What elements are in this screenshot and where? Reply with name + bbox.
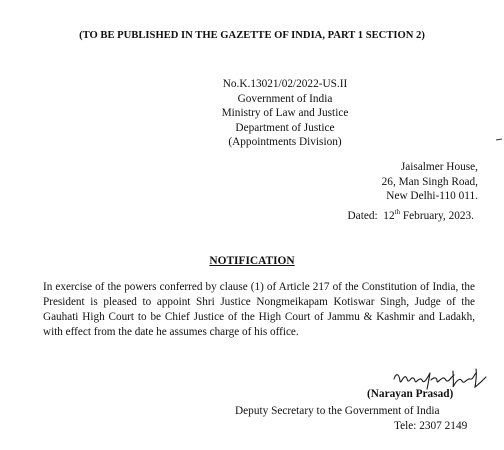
address-line-3: New Delhi-110 011. <box>386 190 478 202</box>
margin-mark-icon <box>494 135 504 145</box>
notification-title <box>0 255 504 267</box>
notification-title-text: NOTIFICATION <box>209 255 295 267</box>
gazette-heading: (TO BE PUBLISHED IN THE GAZETTE OF INDIA, PART 1 SECTION 2) <box>79 30 425 41</box>
dated-rest: February, 2023. <box>402 210 474 222</box>
dated-line <box>348 210 474 222</box>
notification-body: In exercise of the powers conferred by clause (1) of Article 217 of the Constitution of India, the President is pleased to appoint Shri Justice Nongmeikapam Kotiswar Singh, Judge of the Gauhati High Court to be Chief Justice of the High Court of Jammu & Kashmir and Ladakh, with effect from the date he assumes charge of his office. <box>43 281 475 338</box>
address-line-1: Jaisalmer House, <box>400 161 478 173</box>
department-name: Department of Justice <box>235 121 335 134</box>
division-name: (Appointments Division) <box>228 136 342 148</box>
address-line-2: 26, Man Singh Road, <box>381 175 478 188</box>
office-address <box>298 160 478 204</box>
office-header <box>195 77 375 150</box>
dated-day: 12 <box>383 210 395 222</box>
government-name: Government of India <box>237 92 333 105</box>
ministry-name: Ministry of Law and Justice <box>221 107 349 119</box>
signer-designation: Deputy Secretary to the Government of India <box>235 405 440 417</box>
file-number: No.K.13021/02/2022-US.II <box>222 78 348 90</box>
dated-day-suffix: th <box>394 208 401 217</box>
dated-prefix: Dated: <box>347 210 378 222</box>
signer-telephone: Tele: 2307 2149 <box>394 420 468 432</box>
signer-name: (Narayan Prasad) <box>367 388 454 400</box>
